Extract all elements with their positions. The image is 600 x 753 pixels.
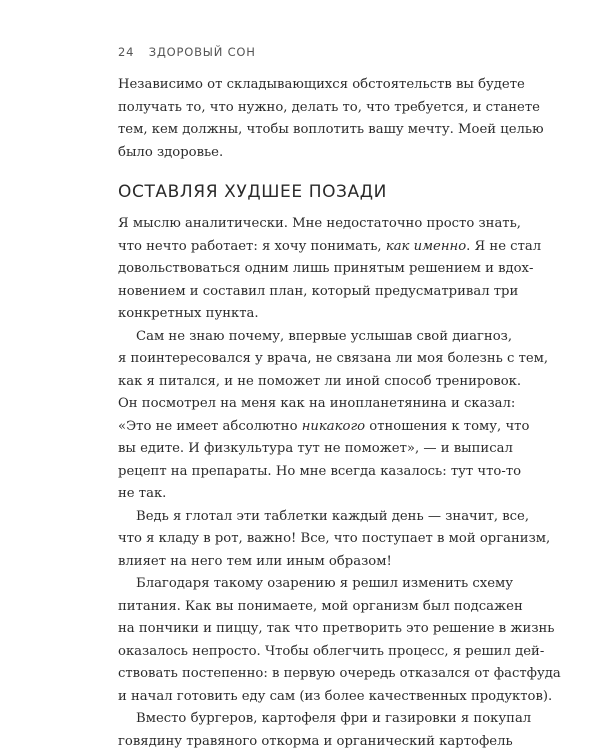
text-line: говядину травяного откорма и органический картофель [118, 731, 488, 753]
text-fragment: отношения к тому, что [365, 419, 529, 434]
text-line: рецепт на препараты. Но мне всегда казалось: тут что-то [118, 461, 488, 484]
text-line: было здоровье. [118, 142, 488, 165]
text-line: я поинтересовался у врача, не связана ли моя болезнь с тем, [118, 348, 488, 371]
text-fragment: . Я не стал [466, 239, 541, 254]
text-line: питания. Как вы понимаете, мой организм был подсажен [118, 596, 488, 619]
text-line: получать то, что нужно, делать то, что требуется, и станете [118, 97, 488, 120]
text-line: Благодаря такому озарению я решил изменить схему [118, 573, 488, 596]
section-heading: ОСТАВЛЯЯ ХУДШЕЕ ПОЗАДИ [118, 182, 387, 202]
emphasis-text: как именно [386, 239, 466, 254]
text-line [118, 236, 488, 259]
text-line: тем, кем должны, чтобы воплотить вашу мечту. Моей целью [118, 119, 488, 142]
text-fragment: что нечто работает: я хочу понимать, [118, 239, 386, 254]
text-line: что я кладу в рот, важно! Все, что поступает в мой организм, [118, 528, 488, 551]
emphasis-text: никакого [302, 419, 365, 434]
text-line: довольствоваться одним лишь принятым решением и вдох- [118, 258, 488, 281]
text-line: Я мыслю аналитически. Мне недостаточно просто знать, [118, 213, 488, 236]
text-line: оказалось непросто. Чтобы облегчить процесс, я решил дей- [118, 641, 488, 664]
text-line: Ведь я глотал эти таблетки каждый день — значит, все, [118, 506, 488, 529]
text-line: новением и составил план, который предусматривал три [118, 281, 488, 304]
text-line: и начал готовить еду сам (из более качественных продуктов). [118, 686, 488, 709]
text-line: вы едите. И физкультура тут не поможет», — и выписал [118, 438, 488, 461]
text-fragment: «Это не имеет абсолютно [118, 419, 302, 434]
text-line [118, 416, 488, 439]
text-line: ствовать постепенно: в первую очередь отказался от фастфуда [118, 663, 488, 686]
text-line: как я питался, и не поможет ли иной способ тренировок. [118, 371, 488, 394]
text-line: на пончики и пиццу, так что претворить это решение в жизнь [118, 618, 488, 641]
intro-paragraph [118, 74, 488, 164]
running-head [118, 45, 256, 59]
chapter-title: ЗДОРОВЫЙ СОН [149, 45, 256, 59]
text-line: Вместо бургеров, картофеля фри и газировки я покупал [118, 708, 488, 731]
text-line: конкретных пункта. [118, 303, 488, 326]
page-number: 24 [118, 45, 134, 59]
text-line: не так. [118, 483, 488, 506]
text-line: влияет на него тем или иным образом! [118, 551, 488, 574]
text-line: Он посмотрел на меня как на инопланетянина и сказал: [118, 393, 488, 416]
text-line: Сам не знаю почему, впервые услышав свой диагноз, [118, 326, 488, 349]
body-text [118, 213, 488, 753]
text-line: Независимо от складывающихся обстоятельств вы будете [118, 74, 488, 97]
